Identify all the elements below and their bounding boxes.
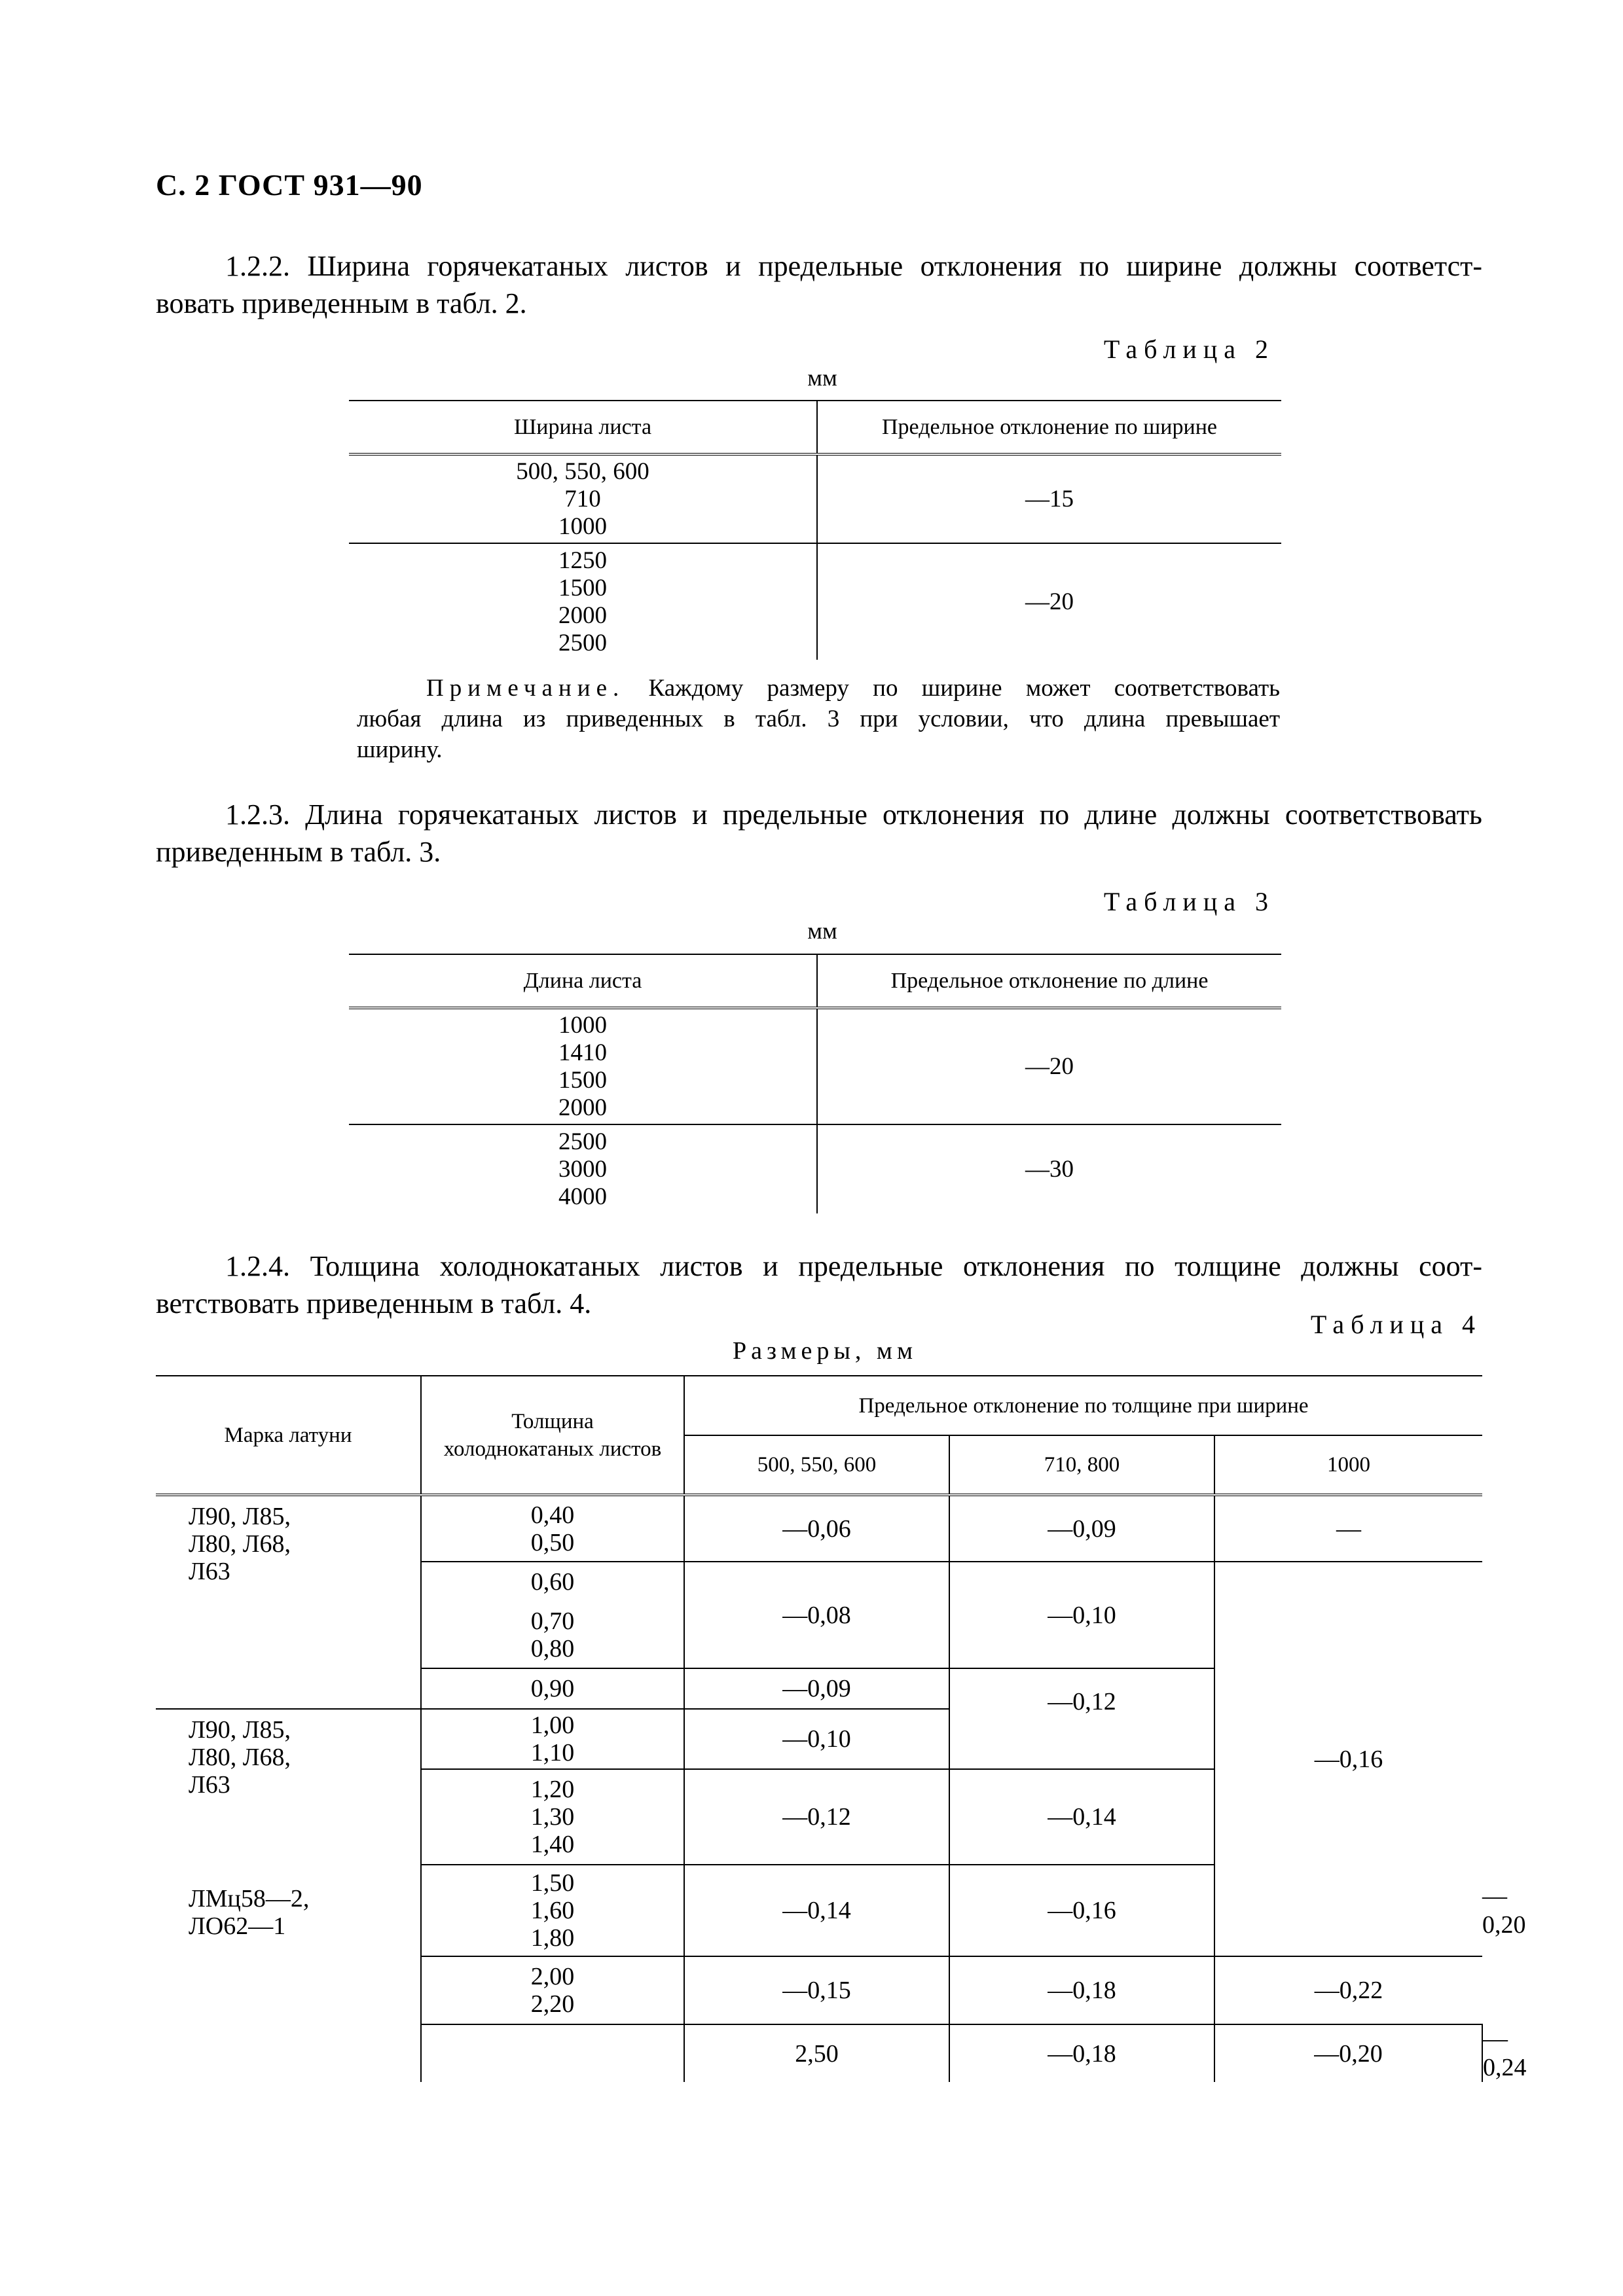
table-3-unit: мм xyxy=(807,918,837,944)
table-2-widths xyxy=(349,454,817,543)
mark-line: Л63 xyxy=(189,1771,230,1799)
paragraph-1-2-2 xyxy=(156,247,1482,322)
cell-value: 1500 xyxy=(558,574,607,601)
cell-value: 2500 xyxy=(558,629,607,656)
cell-value: 1,00 xyxy=(530,1712,575,1739)
cell-value: 1000 xyxy=(558,1011,607,1039)
table-2-widths xyxy=(349,543,817,660)
table-2-deviation: —20 xyxy=(1025,588,1074,615)
table-3 xyxy=(349,954,1281,1213)
cell-value: 0,50 xyxy=(530,1528,575,1556)
table-4 xyxy=(156,1375,1527,2082)
table-row xyxy=(349,1124,1281,1213)
table-3-lengths xyxy=(349,1008,817,1124)
header-line: Толщина xyxy=(511,1409,594,1433)
table-4-header-width-1: 500, 550, 600 xyxy=(684,1435,949,1495)
cell-value: 2,00 xyxy=(530,1963,575,1990)
table-4-dev-w1: —0,08 xyxy=(684,1562,949,1668)
table-4-dev-w3: —0,16 xyxy=(1214,1562,1482,1956)
mark-line: Л80, Л68, xyxy=(189,1744,291,1771)
table-2-header-deviation: Предельное отклонение по ширине xyxy=(882,414,1217,439)
table-4-thickness xyxy=(421,1709,684,1769)
table-4-dev-w1: —0,09 xyxy=(684,1668,949,1709)
note-line: ширину. xyxy=(357,736,443,763)
table-4-dev-w2: —0,10 xyxy=(949,1562,1214,1668)
table-4-header-deviation: Предельное отклонение по толщине при ширине xyxy=(684,1376,1482,1435)
cell-value: 3000 xyxy=(558,1155,607,1183)
table-4-dev-w2: —0,12 xyxy=(949,1668,1214,1769)
table-2-label: Таблица 2 xyxy=(1103,334,1275,364)
mark-line: Л63 xyxy=(189,1558,230,1585)
mark-line: Л90, Л85, xyxy=(189,1716,291,1744)
paragraph-1-2-4 xyxy=(156,1247,1482,1322)
table-row xyxy=(156,1495,1482,1562)
cell-value: 0,40 xyxy=(530,1501,575,1529)
paragraph-line: приведенным в табл. 3. xyxy=(156,836,441,868)
cell-value: 2,20 xyxy=(530,1990,575,2018)
table-row xyxy=(349,543,1281,660)
cell-value: 2500 xyxy=(558,1128,607,1155)
paragraph-line: вовать приведенным в табл. 2. xyxy=(156,287,527,319)
table-4-dev-w2: —0,20 xyxy=(1214,2024,1482,2082)
note-line xyxy=(357,673,1280,704)
table-row xyxy=(349,1008,1281,1124)
table-4-thickness xyxy=(421,1865,684,1956)
table-3-lengths xyxy=(349,1124,817,1213)
table-4-dev-w2: —0,16 xyxy=(949,1865,1214,1956)
paragraph-line: ветствовать приведенным в табл. 4. xyxy=(156,1287,592,1319)
table-4-mark-group xyxy=(156,1709,421,2082)
table-4-dev-w3: — xyxy=(1214,1495,1482,1562)
table-4-label: Таблица 4 xyxy=(1310,1310,1482,1339)
cell-value: 2000 xyxy=(558,601,607,629)
mark-line: ЛМц58—2, xyxy=(189,1885,310,1912)
cell-value: 1410 xyxy=(558,1039,607,1066)
table-3-header-length: Длина листа xyxy=(349,954,817,1008)
cell-value: 1,10 xyxy=(530,1739,575,1767)
mark-line: Л90, Л85, xyxy=(189,1503,291,1530)
table-3-deviation: —20 xyxy=(1025,1053,1074,1080)
table-4-header-thickness xyxy=(421,1376,684,1495)
paragraph-line: 1.2.4. Толщина холоднокатаных листов и предельные отклонения по толщине должны соот- xyxy=(225,1250,1482,1282)
paragraph-1-2-3 xyxy=(156,796,1482,870)
table-4-thickness xyxy=(421,1495,684,1562)
page-header: С. 2 ГОСТ 931—90 xyxy=(156,168,423,202)
table-4-header-mark: Марка латуни xyxy=(156,1376,421,1495)
table-4-dev-w1: —0,12 xyxy=(684,1769,949,1865)
mark-line: ЛО62—1 xyxy=(189,1912,286,1940)
cell-value: 0,60 xyxy=(530,1568,575,1596)
table-3-deviation: —30 xyxy=(1025,1156,1074,1183)
header-line: холоднокатаных листов xyxy=(443,1437,662,1461)
cell-value: 0,80 xyxy=(530,1634,575,1662)
cell-value: 0,70 xyxy=(530,1607,575,1635)
table-4-dev-w3: —0,22 xyxy=(1214,1956,1482,2024)
table-4-dev-w1: —0,06 xyxy=(684,1495,949,1562)
note-label: Примечание. xyxy=(426,675,625,702)
cell-value: 1,20 xyxy=(530,1776,575,1803)
cell-value: 1000 xyxy=(558,512,607,540)
cell-value: 1,50 xyxy=(530,1869,575,1897)
table-4-dev-w2: —0,09 xyxy=(949,1495,1214,1562)
table-4-dev-w1: —0,14 xyxy=(684,1865,949,1956)
cell-value: 1,30 xyxy=(530,1803,575,1831)
table-4-dev-w2: —0,14 xyxy=(949,1769,1214,1865)
cell-value: 500, 550, 600 xyxy=(516,457,649,485)
table-row: 1,50 1,60 1,80 —0,14 —0,16 —0,20 xyxy=(156,1865,1482,1956)
note-text: Каждому размеру по ширине может соответствовать xyxy=(648,675,1280,702)
cell-value: 1,40 xyxy=(530,1831,575,1858)
cell-value: 710 xyxy=(564,485,601,512)
table-4-dev-w1: —0,15 xyxy=(684,1956,949,2024)
table-2-note xyxy=(357,673,1280,765)
table-row xyxy=(349,454,1281,543)
table-4-thickness xyxy=(421,1769,684,1865)
table-2 xyxy=(349,400,1281,660)
cell-value: 1,60 xyxy=(530,1897,575,1924)
table-4-thickness xyxy=(421,1562,684,1668)
table-4-dev-w2: —0,18 xyxy=(949,1956,1214,2024)
table-4-dev-w1: —0,18 xyxy=(949,2024,1214,2082)
table-4-thickness: 2,50 xyxy=(684,2024,949,2082)
cell-value: 1500 xyxy=(558,1066,607,1094)
table-4-unit: Размеры, мм xyxy=(732,1337,917,1365)
table-4-mark-group xyxy=(156,1495,421,1709)
cell-value: 4000 xyxy=(558,1183,607,1210)
paragraph-line: 1.2.2. Ширина горячекатаных листов и предельные отклонения по ширине должны соответст- xyxy=(225,250,1482,282)
table-3-label: Таблица 3 xyxy=(1103,887,1275,916)
table-4-header-width-3: 1000 xyxy=(1327,1453,1370,1477)
cell-value: 1250 xyxy=(558,547,607,574)
table-4-dev-w1: —0,10 xyxy=(684,1709,949,1769)
cell-value: 2000 xyxy=(558,1094,607,1121)
table-4-header-width-2: 710, 800 xyxy=(949,1435,1214,1495)
paragraph-line: 1.2.3. Длина горячекатаных листов и предельные отклонения по длине должны соответствовать xyxy=(225,798,1482,831)
table-4-thickness xyxy=(421,1956,684,2024)
table-2-header-width: Ширина листа xyxy=(349,401,817,454)
note-line: любая длина из приведенных в табл. 3 при условии, что длина превышает xyxy=(357,706,1280,732)
table-2-deviation: —15 xyxy=(1025,486,1074,512)
table-2-unit: мм xyxy=(807,365,837,391)
cell-value: 1,80 xyxy=(530,1924,575,1952)
table-3-header-deviation: Предельное отклонение по длине xyxy=(890,968,1209,993)
table-4-mark-empty xyxy=(421,2024,684,2082)
mark-line: Л80, Л68, xyxy=(189,1530,291,1558)
table-row: 2,50 —0,18 —0,20 —0,24 xyxy=(156,2024,1482,2082)
table-4-thickness: 0,90 xyxy=(421,1668,684,1709)
